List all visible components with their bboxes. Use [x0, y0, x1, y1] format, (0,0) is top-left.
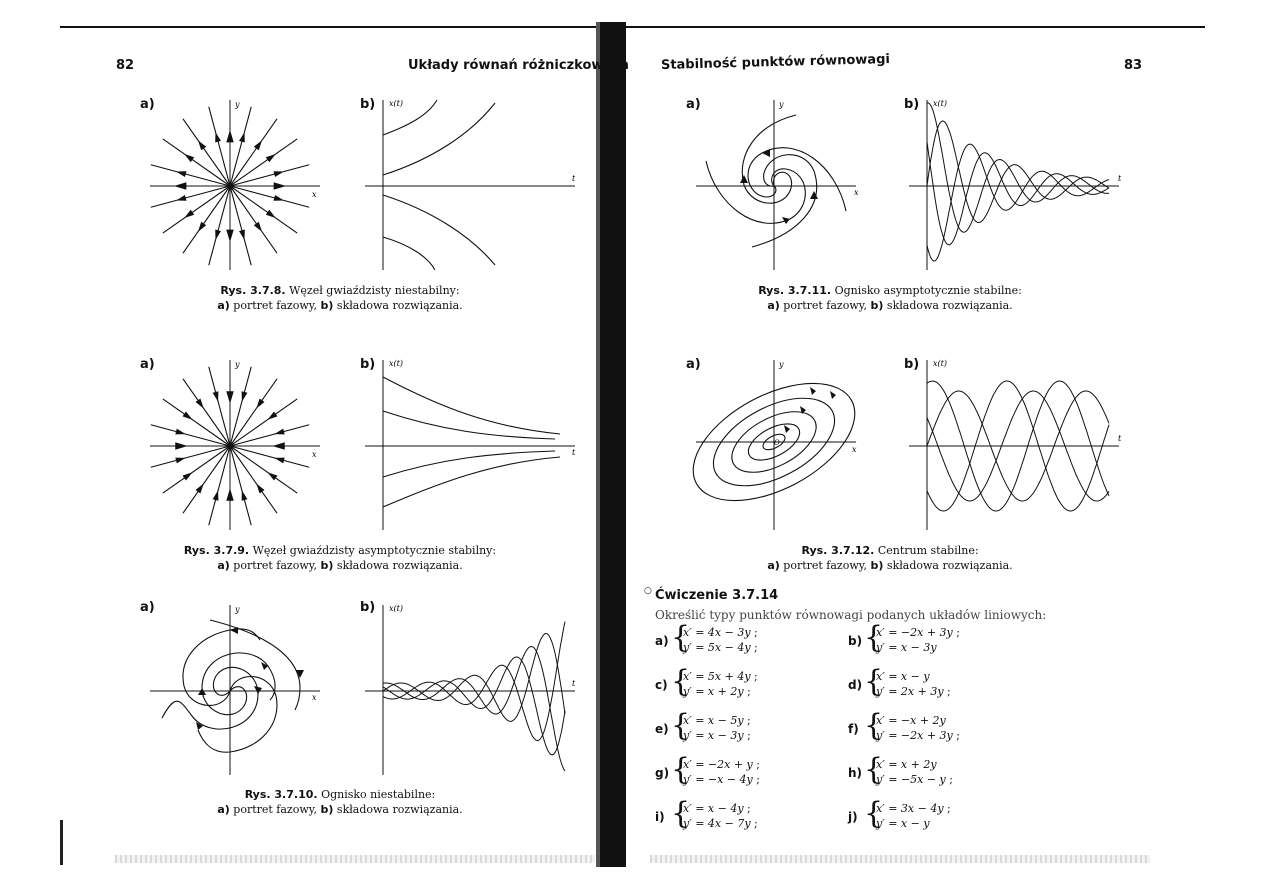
trajectory-ray [230, 446, 277, 513]
y-axis-label: y [779, 100, 784, 109]
caption-ref-b: b) [870, 299, 884, 312]
y-axis-label: y [235, 100, 240, 109]
equation-line [876, 773, 953, 786]
brace-icon: { [864, 620, 884, 655]
caption-title: Ognisko niestabilne: [321, 788, 436, 801]
equation-text: x′ = −x + 2y [876, 714, 946, 727]
x-axis-label: x [312, 190, 317, 199]
system-label: e) [655, 722, 669, 736]
solution-curve [927, 121, 1109, 223]
equation-separator: ; [947, 685, 951, 698]
arrow-icon [215, 132, 221, 142]
equation-text: y′ = x − 3y [683, 729, 744, 742]
trajectory-ray [209, 367, 230, 446]
fig9-phase-portrait [140, 355, 340, 535]
spiral-trajectory [183, 629, 260, 706]
exercise-marker: ○ [644, 586, 652, 596]
solution-curve [383, 195, 495, 265]
equation-separator: ; [747, 802, 751, 815]
trajectory-ray [163, 186, 230, 233]
caption-text-a: portret fazowy, [229, 559, 321, 572]
caption-title: Centrum stabilne: [877, 544, 979, 557]
t-axis-label: t [572, 174, 576, 183]
arrow-icon [740, 175, 748, 183]
arrow-icon [254, 222, 262, 232]
equation-separator: ; [956, 626, 960, 639]
equation-text: x′ = 4x − 3y [683, 626, 751, 639]
arrow-icon [213, 490, 219, 500]
y-axis-label: y [235, 605, 240, 614]
fig8-label-b: b) [360, 97, 376, 112]
arrow-icon [183, 412, 193, 420]
arrow-icon [196, 484, 204, 494]
trajectory-ray [230, 186, 251, 265]
caption-ref-a: a) [217, 299, 230, 312]
caption-text-b: składowa rozwiązania. [883, 559, 1013, 572]
brace-icon: { [671, 708, 691, 743]
trajectory-ray [230, 446, 297, 493]
brace-icon: { [864, 752, 884, 787]
equation-line [876, 641, 937, 654]
fig9-label-a: a) [140, 357, 155, 372]
x-axis-label: x [854, 188, 859, 197]
trajectory-ray [151, 425, 230, 446]
equation-system [655, 620, 835, 660]
equation-separator: ; [949, 773, 953, 786]
caption-number: Rys. 3.7.9. [183, 544, 250, 557]
caption-number: Rys. 3.7.12. [801, 544, 875, 557]
equation-system [655, 752, 835, 792]
arrow-icon [261, 662, 268, 670]
caption-ref-b: b) [870, 559, 884, 572]
trajectory-ray [230, 379, 277, 446]
xt-axis-label: x(t) [389, 359, 403, 368]
arrow-icon [184, 210, 194, 218]
fig11-solution-plot [904, 95, 1129, 275]
equation-line [876, 758, 937, 771]
arrow-icon [198, 140, 206, 150]
equation-text: y′ = x − y [876, 817, 930, 830]
equation-system [655, 664, 835, 704]
fig9-caption [140, 543, 540, 573]
xt-axis-label: x(t) [933, 359, 947, 368]
solution-curve [383, 377, 560, 434]
spiral-trajectory [198, 677, 277, 753]
equation-text: x′ = −2x + y [683, 758, 753, 771]
equation-line [683, 802, 751, 815]
caption-text-b: składowa rozwiązania. [333, 559, 463, 572]
caption-title: Węzeł gwiaździsty niestabilny: [289, 284, 460, 297]
equation-text: y′ = 4x − 7y [683, 817, 751, 830]
equation-line [876, 729, 960, 742]
trajectory-ray [230, 186, 277, 253]
solution-curve [383, 622, 565, 741]
arrow-icon [784, 425, 790, 433]
equation-line [683, 670, 758, 683]
system-label: a) [655, 634, 669, 648]
fig10-phase-portrait [140, 600, 340, 780]
trajectory-ray [230, 186, 309, 207]
caption-title: Ognisko asymptotycznie stabilne: [834, 284, 1022, 297]
right-running-header: Stabilność punktów równowagi [660, 52, 891, 73]
solution-curve [383, 237, 435, 270]
arrow-icon [256, 484, 264, 494]
equation-line [683, 714, 751, 727]
caption-text-b: składowa rozwiązania. [333, 299, 463, 312]
t-axis-label: t [572, 448, 576, 457]
caption-number: Rys. 3.7.11. [758, 284, 832, 297]
spiral-trajectory [162, 667, 258, 729]
arrow-icon [256, 399, 264, 409]
xt-axis-label: x(t) [389, 99, 403, 108]
trajectory-ray [183, 446, 230, 513]
equation-line [683, 817, 758, 830]
arrow-icon [198, 222, 206, 232]
equation-line [683, 773, 760, 786]
brace-icon: { [864, 796, 884, 831]
fig10-caption [140, 787, 540, 817]
trajectory-ray [230, 186, 297, 233]
equation-line [876, 714, 946, 727]
y-axis-label: y [235, 360, 240, 369]
brace-icon: { [864, 664, 884, 699]
arrow-icon [830, 391, 836, 399]
t-axis-label: t [1118, 174, 1122, 183]
arrow-icon [810, 387, 816, 395]
fig10-solution-plot [360, 600, 585, 780]
fig11-phase-portrait [686, 95, 886, 275]
arrow-icon [242, 490, 248, 500]
equation-line [876, 802, 951, 815]
trajectory-ray [183, 379, 230, 446]
book-spine [600, 22, 626, 867]
equation-text: x′ = 3x − 4y [876, 802, 944, 815]
arrow-icon [268, 412, 278, 420]
brace-icon: { [671, 620, 691, 655]
fig8-solution-plot [360, 95, 585, 275]
equation-text: y′ = 2x + 3y [876, 685, 944, 698]
arrow-icon [230, 627, 238, 634]
trajectory-ray [209, 186, 230, 265]
arrow-icon [254, 686, 262, 694]
equation-system [655, 796, 835, 836]
equation-line [683, 758, 760, 771]
page-edge-mark [60, 820, 63, 865]
caption-ref-b: b) [320, 299, 334, 312]
equation-text: x′ = −2x + 3y [876, 626, 953, 639]
equation-separator: ; [754, 670, 758, 683]
caption-ref-a: a) [217, 559, 230, 572]
arrow-icon [242, 391, 248, 401]
solution-curve [383, 647, 565, 772]
arrow-icon [274, 171, 284, 177]
fig10-label-b: b) [360, 600, 376, 615]
fig12-solution-plot [904, 355, 1129, 535]
arrow-icon [184, 154, 194, 162]
trajectory-ray [183, 186, 230, 253]
fig8-caption [140, 283, 540, 313]
equation-text: x′ = 5x + 4y [683, 670, 751, 683]
fig12-phase-portrait [686, 355, 886, 535]
caption-ref-b: b) [320, 803, 334, 816]
arrow-icon [215, 230, 221, 240]
trajectory-ray [183, 119, 230, 186]
equation-separator: ; [947, 802, 951, 815]
equation-text: x′ = x − 4y [683, 802, 744, 815]
equation-system [655, 708, 835, 748]
arrow-icon [254, 140, 262, 150]
caption-text-a: portret fazowy, [229, 299, 321, 312]
trajectory-ray [151, 186, 230, 207]
x-axis-label: x [312, 693, 317, 702]
equation-text: y′ = x − 3y [876, 641, 937, 654]
xt-axis-label: x(t) [933, 99, 947, 108]
equation-text: x′ = x − 5y [683, 714, 744, 727]
t-axis-label: t [572, 679, 576, 688]
fig8-label-a: a) [140, 97, 155, 112]
spiral-trajectory [748, 148, 846, 211]
trajectory-ray [151, 446, 230, 467]
equation-system [848, 752, 1028, 792]
equation-separator: ; [747, 714, 751, 727]
caption-ref-a: a) [217, 803, 230, 816]
equation-separator: ; [754, 626, 758, 639]
brace-icon: { [671, 796, 691, 831]
y-axis-label: y [779, 360, 784, 369]
left-page-number: 82 [116, 58, 135, 73]
equation-line [683, 729, 751, 742]
equation-line [876, 670, 930, 683]
trajectory-ray [163, 139, 230, 186]
equation-separator: ; [754, 817, 758, 830]
solution-curve [927, 144, 1109, 261]
equation-text: y′ = −2x + 3y [876, 729, 953, 742]
arrow-icon [175, 429, 185, 435]
left-running-header: Układy równań różniczkowych [408, 58, 629, 73]
trajectory-ray [209, 107, 230, 186]
system-label: i) [655, 810, 665, 824]
trajectory-ray [230, 107, 251, 186]
trajectory-ray [230, 446, 251, 525]
x-axis-label: x [852, 445, 857, 454]
fig8-phase-portrait [140, 95, 340, 275]
equation-line [683, 641, 758, 654]
caption-ref-a: a) [767, 299, 780, 312]
equation-system [848, 620, 1028, 660]
solution-curve [383, 634, 565, 722]
trajectory-ray [230, 425, 309, 446]
system-label: j) [848, 810, 858, 824]
fig11-caption [690, 283, 1090, 313]
caption-text-a: portret fazowy, [229, 803, 321, 816]
arrow-icon [274, 195, 284, 201]
brace-icon: { [864, 708, 884, 743]
arrow-icon [239, 230, 245, 240]
fig12-caption [690, 543, 1090, 573]
equation-line [683, 685, 751, 698]
arrow-icon [183, 472, 193, 480]
exercise-title: Ćwiczenie 3.7.14 [655, 588, 779, 603]
trajectory-ray [163, 399, 230, 446]
brace-icon: { [671, 664, 691, 699]
system-label: f) [848, 722, 859, 736]
scan-noise-left [115, 855, 595, 863]
arrow-icon [266, 210, 276, 218]
fig11-label-b: b) [904, 97, 920, 112]
system-label: b) [848, 634, 863, 648]
arrow-icon [176, 171, 186, 177]
equation-system [848, 708, 1028, 748]
arrow-icon [266, 154, 276, 162]
arrow-icon [274, 458, 284, 464]
t-axis-label: t [1118, 434, 1122, 443]
fig9-solution-plot [360, 355, 585, 535]
equation-text: y′ = x + 2y [683, 685, 744, 698]
arrow-icon [196, 399, 204, 409]
x-axis-label: x [312, 450, 317, 459]
trajectory-ray [230, 399, 297, 446]
fig12-label-a: a) [686, 357, 701, 372]
trajectory-ray [230, 119, 277, 186]
fig10-label-a: a) [140, 600, 155, 615]
trajectory-ray [209, 446, 230, 525]
fig11-label-a: a) [686, 97, 701, 112]
equation-line [876, 685, 951, 698]
trajectory-ray [230, 367, 251, 446]
xt-axis-label: x(t) [389, 604, 403, 613]
caption-ref-b: b) [320, 559, 334, 572]
system-label: h) [848, 766, 863, 780]
caption-ref-a: a) [767, 559, 780, 572]
solution-curve [383, 457, 560, 507]
brace-icon: { [671, 752, 691, 787]
origin-label: O [774, 439, 780, 447]
caption-title: Węzeł gwiaździsty asymptotycznie stabilny: [252, 544, 497, 557]
trajectory-ray [163, 446, 230, 493]
arrow-icon [762, 149, 770, 157]
equation-separator: ; [754, 641, 758, 654]
caption-text-a: portret fazowy, [779, 299, 871, 312]
equation-text: x′ = x + 2y [876, 758, 937, 771]
trajectory-ray [151, 165, 230, 186]
caption-text-b: składowa rozwiązania. [883, 299, 1013, 312]
arrow-icon [782, 217, 790, 224]
scan-noise-right [650, 855, 1150, 863]
spiral-trajectory [742, 115, 796, 203]
system-label: d) [848, 678, 863, 692]
equation-separator: ; [756, 773, 760, 786]
caption-text-a: portret fazowy, [779, 559, 871, 572]
equation-system [848, 796, 1028, 836]
fig12-label-b: b) [904, 357, 920, 372]
equation-text: y′ = −5x − y [876, 773, 946, 786]
equation-separator: ; [756, 758, 760, 771]
arrow-icon [239, 132, 245, 142]
arrow-icon [176, 195, 186, 201]
equation-separator: ; [747, 685, 751, 698]
right-page-number: 83 [1124, 58, 1143, 73]
trajectory-ray [230, 446, 309, 467]
equation-line [876, 626, 960, 639]
equation-line [876, 817, 930, 830]
solution-curve [927, 103, 1109, 232]
equation-separator: ; [956, 729, 960, 742]
caption-text-b: składowa rozwiązania. [333, 803, 463, 816]
arrow-icon [274, 429, 284, 435]
system-label: c) [655, 678, 668, 692]
equation-text: y′ = 5x − 4y [683, 641, 751, 654]
equation-separator: ; [747, 729, 751, 742]
system-label: g) [655, 766, 670, 780]
fig9-label-b: b) [360, 357, 376, 372]
arrow-icon [213, 391, 219, 401]
arrow-icon [175, 458, 185, 464]
equation-line [683, 626, 758, 639]
equation-system [848, 664, 1028, 704]
equation-text: x′ = x − y [876, 670, 930, 683]
exercise-intro: Określić typy punktów równowagi podanych układów liniowych: [655, 608, 1047, 622]
solution-curve [383, 451, 555, 477]
arrow-icon [268, 472, 278, 480]
top-rule [60, 26, 1205, 28]
trajectory-ray [230, 139, 297, 186]
equation-text: y′ = −x − 4y [683, 773, 753, 786]
caption-number: Rys. 3.7.10. [244, 788, 318, 801]
solution-curve [927, 142, 1109, 245]
solution-curve [383, 103, 495, 175]
caption-number: Rys. 3.7.8. [220, 284, 286, 297]
trajectory-ray [230, 165, 309, 186]
